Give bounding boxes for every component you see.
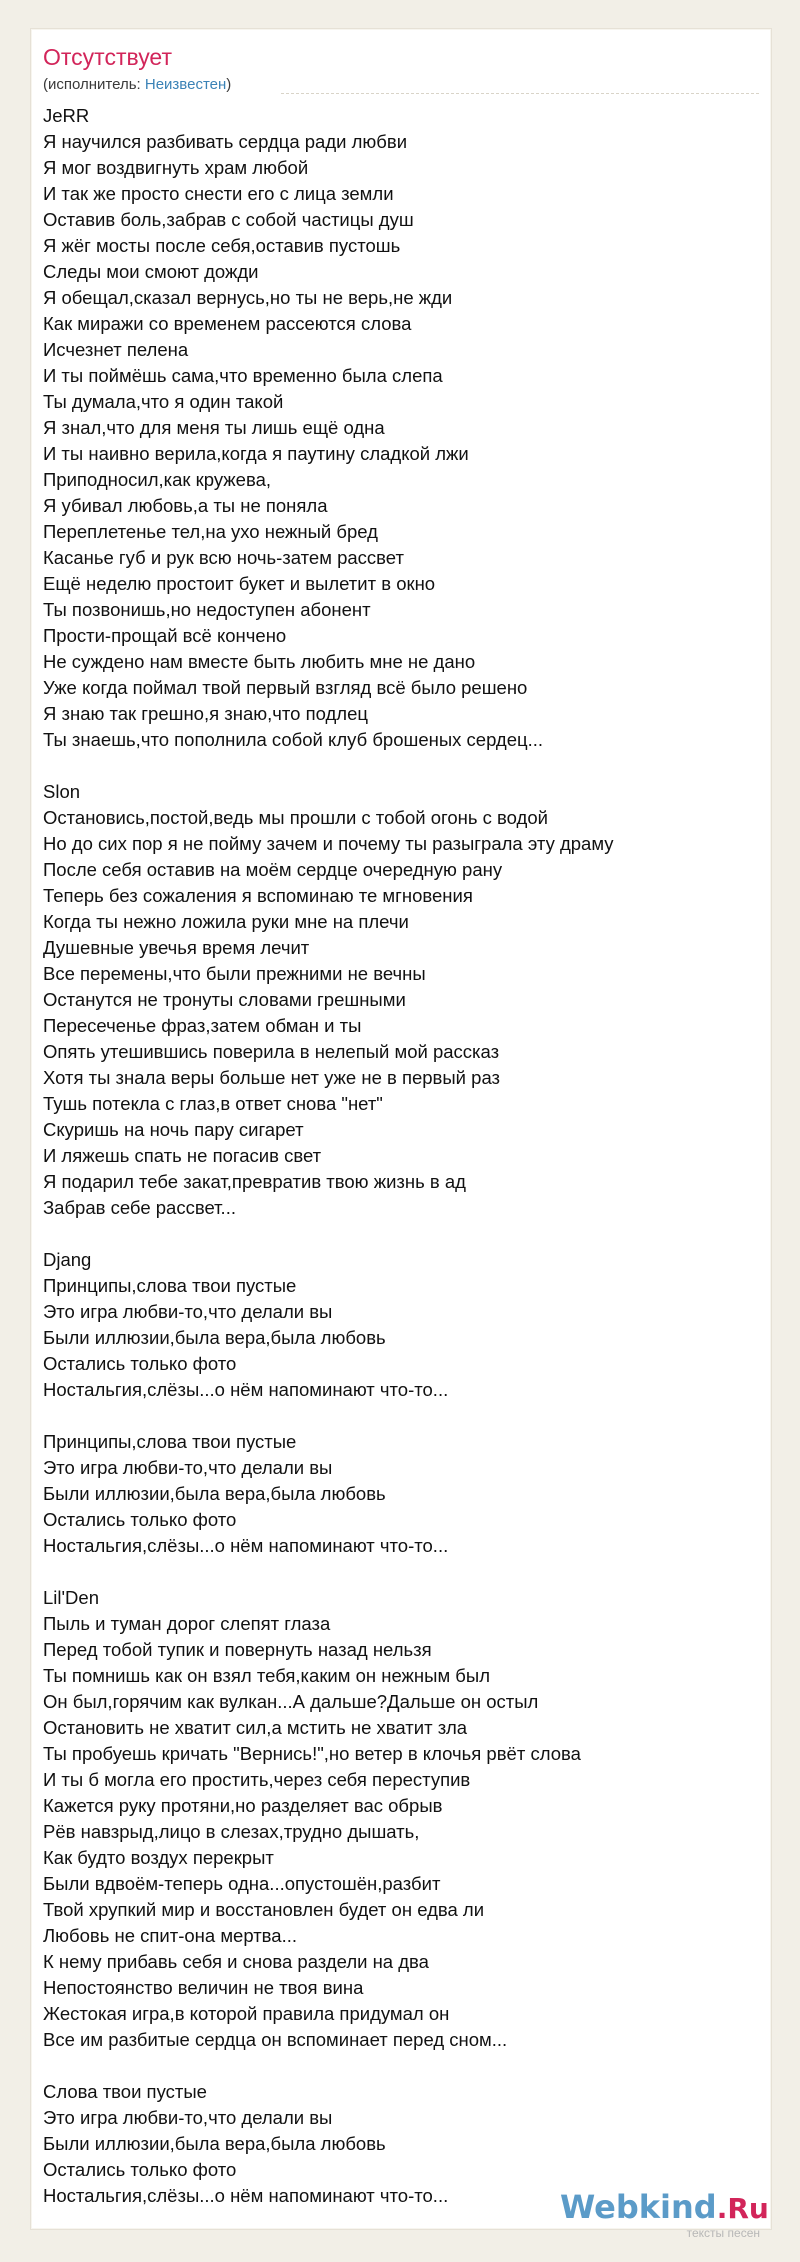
lyric-line: И ты б могла его простить,через себя переступив — [43, 1769, 471, 1790]
lyric-line: Теперь без сожаления я вспоминаю те мгновения — [43, 885, 473, 906]
lyric-line: Останутся не тронуты словами грешными — [43, 989, 406, 1010]
lyric-line: Принципы,слова твои пустые — [43, 1275, 297, 1296]
logo-wordmark: Webkind — [560, 2188, 717, 2226]
lyric-line: Хотя ты знала веры больше нет уже не в первый раз — [43, 1067, 501, 1088]
lyric-line: Не суждено нам вместе быть любить мне не дано — [43, 651, 476, 672]
lyric-line: Переплетенье тел,на ухо нежный бред — [43, 521, 378, 542]
lyric-line: Были иллюзии,была вера,была любовь — [43, 2133, 386, 2154]
lyric-line: Пересеченье фраз,затем обман и ты — [43, 1015, 362, 1036]
lyric-line: Я жёг мосты после себя,оставив пустошь — [43, 235, 401, 256]
lyric-line: Следы мои смоют дожди — [43, 261, 259, 282]
lyric-line: Slon — [43, 781, 81, 802]
lyric-line: И так же просто снести его с лица земли — [43, 183, 394, 204]
lyric-line: Жестокая игра,в которой правила придумал он — [43, 2003, 450, 2024]
lyric-line: Все им разбитые сердца он вспоминает перед сном... — [43, 2029, 508, 2050]
lyric-line: Любовь не спит-она мертва... — [43, 1925, 298, 1946]
lyric-line: Остались только фото — [43, 1353, 237, 1374]
lyric-line: Ностальгия,слёзы...о нём напоминают что-то... — [43, 1535, 449, 1556]
lyric-line: Я обещал,сказал вернусь,но ты не верь,не жди — [43, 287, 453, 308]
lyric-line: Непостоянство величин не твоя вина — [43, 1977, 364, 1998]
lyric-line: Я научился разбивать сердца ради любви — [43, 131, 408, 152]
lyric-line: Все перемены,что были прежними не вечны — [43, 963, 426, 984]
performer-line — [43, 75, 231, 95]
lyric-line: Когда ты нежно ложила руки мне на плечи — [43, 911, 409, 932]
lyric-line: Как миражи со временем рассеются слова — [43, 313, 412, 334]
lyric-line: Я мог воздвигнуть храм любой — [43, 157, 309, 178]
song-title: Отсутствует — [43, 44, 172, 70]
lyric-line: Оставив боль,забрав с собой частицы душ — [43, 209, 414, 230]
performer-link[interactable]: Неизвестен — [144, 76, 227, 93]
lyric-line: Ещё неделю простоит букет и вылетит в окно — [43, 573, 436, 594]
lyric-line: Djang — [43, 1249, 92, 1270]
lyric-line: После себя оставив на моём сердце очередную рану — [43, 859, 503, 880]
lyric-line: Скуришь на ночь пару сигарет — [43, 1119, 304, 1140]
lyric-line: Он был,горячим как вулкан...А дальше?Дальше он остыл — [43, 1691, 539, 1712]
lyric-line: Остановись,постой,ведь мы прошли с тобой огонь с водой — [43, 807, 548, 828]
performer-suffix: ) — [226, 76, 232, 93]
lyric-line: Исчезнет пелена — [43, 339, 189, 360]
lyric-line: Рёв навзрыд,лицо в слезах,трудно дышать, — [43, 1821, 420, 1842]
lyric-line: Остались только фото — [43, 2159, 237, 2180]
lyric-line: И ты поймёшь сама,что временно была слепа — [43, 365, 443, 386]
header-divider — [281, 93, 759, 94]
lyric-line: Слова твои пустые — [43, 2081, 207, 2102]
lyric-line: Это игра любви-то,что делали вы — [43, 1457, 333, 1478]
lyrics-stanza — [43, 1429, 763, 1559]
lyric-line: Принципы,слова твои пустые — [43, 1431, 297, 1452]
lyric-line: Lil'Den — [43, 1587, 99, 1608]
lyric-line: Ты помнишь как он взял тебя,каким он нежным был — [43, 1665, 490, 1686]
lyric-line: Это игра любви-то,что делали вы — [43, 2107, 333, 2128]
lyric-line: Но до сих пор я не пойму зачем и почему ты разыграла эту драму — [43, 833, 614, 854]
site-logo[interactable] — [560, 2188, 769, 2240]
lyric-line: Твой хрупкий мир и восстановлен будет он едва ли — [43, 1899, 485, 1920]
lyric-line: Остались только фото — [43, 1509, 237, 1530]
lyrics-stanza — [43, 779, 763, 1221]
lyric-line: Опять утешившись поверила в нелепый мой рассказ — [43, 1041, 500, 1062]
lyric-line: Тушь потекла с глаз,в ответ снова "нет" — [43, 1093, 383, 1114]
lyric-line: JeRR — [43, 105, 90, 126]
performer-prefix: (исполнитель: — [43, 76, 145, 93]
lyrics-stanza — [43, 1585, 763, 2053]
lyric-line: Прости-прощай всё кончено — [43, 625, 287, 646]
lyric-line: Перед тобой тупик и повернуть назад нельзя — [43, 1639, 432, 1660]
lyric-line: Ты позвонишь,но недоступен абонент — [43, 599, 371, 620]
lyric-line: Пыль и туман дорог слепят глаза — [43, 1613, 331, 1634]
lyric-line: Были иллюзии,была вера,была любовь — [43, 1483, 386, 1504]
lyric-line: Как будто воздух перекрыт — [43, 1847, 274, 1868]
lyric-line: Это игра любви-то,что делали вы — [43, 1301, 333, 1322]
lyric-line: Касанье губ и рук всю ночь-затем рассвет — [43, 547, 404, 568]
lyric-line: Ты пробуешь кричать "Вернись!",но ветер в клочья рвёт слова — [43, 1743, 581, 1764]
lyric-line: Ностальгия,слёзы...о нём напоминают что-то... — [43, 1379, 449, 1400]
lyric-line: Ты знаешь,что пополнила собой клуб брошеных сердец... — [43, 729, 544, 750]
logo-tld: .Ru — [716, 2192, 769, 2225]
lyric-line: И ты наивно верила,когда я паутину сладкой лжи — [43, 443, 469, 464]
lyric-line: К нему прибавь себя и снова раздели на два — [43, 1951, 429, 1972]
lyric-line: И ляжешь спать не погасив свет — [43, 1145, 322, 1166]
lyric-line: Душевные увечья время лечит — [43, 937, 310, 958]
lyric-line: Кажется руку протяни,но разделяет вас обрыв — [43, 1795, 443, 1816]
lyrics-text — [43, 103, 763, 2209]
logo-tagline: тексты песен — [686, 2226, 760, 2240]
lyric-line: Я знал,что для меня ты лишь ещё одна — [43, 417, 385, 438]
lyric-line: Забрав себе рассвет... — [43, 1197, 236, 1218]
lyric-line: Я подарил тебе закат,превратив твою жизнь в ад — [43, 1171, 466, 1192]
lyric-line: Я убивал любовь,а ты не поняла — [43, 495, 328, 516]
lyric-line: Ты думала,что я один такой — [43, 391, 284, 412]
lyric-line: Ностальгия,слёзы...о нём напоминают что-то... — [43, 2185, 449, 2206]
lyric-line: Были вдвоём-теперь одна...опустошён,разбит — [43, 1873, 441, 1894]
lyrics-card — [30, 28, 772, 2230]
lyric-line: Я знаю так грешно,я знаю,что подлец — [43, 703, 368, 724]
lyric-line: Остановить не хватит сил,а мстить не хватит зла — [43, 1717, 468, 1738]
lyric-line: Приподносил,как кружева, — [43, 469, 272, 490]
lyric-line: Были иллюзии,была вера,была любовь — [43, 1327, 386, 1348]
lyrics-stanza — [43, 103, 763, 753]
lyric-line: Уже когда поймал твой первый взгляд всё было решено — [43, 677, 528, 698]
lyrics-stanza — [43, 1247, 763, 1403]
